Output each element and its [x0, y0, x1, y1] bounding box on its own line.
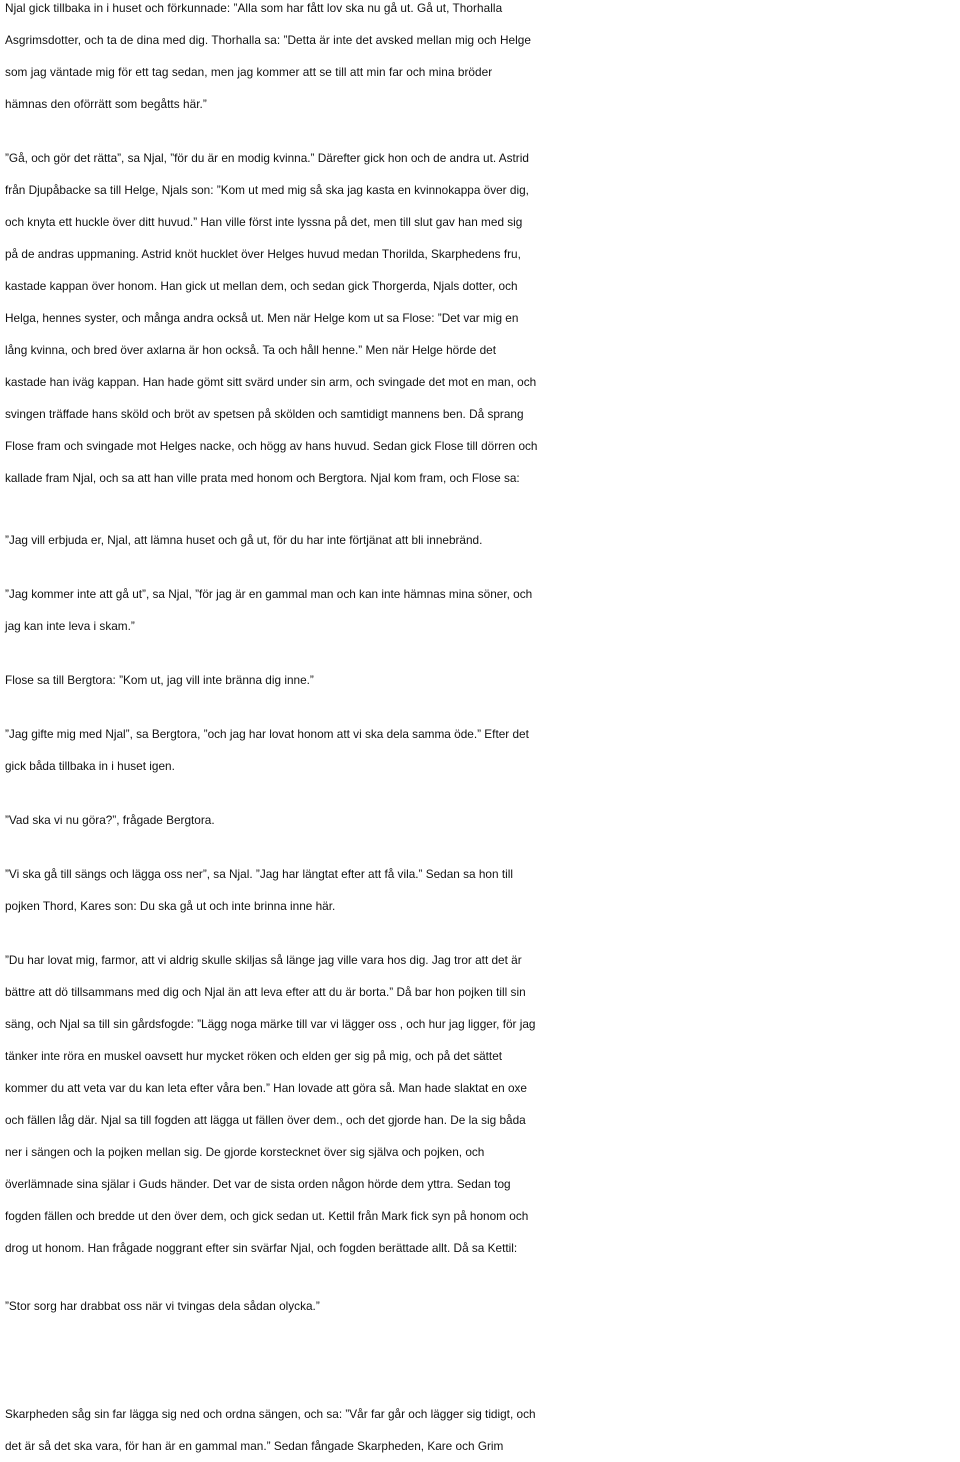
text-line: ”Jag vill erbjuda er, Njal, att lämna huset och gå ut, för du har inte förtjänat att bli innebränd. [5, 533, 483, 547]
text-line: säng, och Njal sa till sin gårdsfogde: ”Lägg noga märke till var vi lägger oss , och hur jag ligger, för jag [5, 1017, 536, 1031]
text-line: kastade kappan över honom. Han gick ut mellan dem, och sedan gick Thorgerda, Njals dotter, och [5, 279, 518, 293]
text-line: bättre att dö tillsammans med dig och Njal än att leva efter att du är borta.” Då bar hon pojken till sin [5, 985, 526, 999]
text-line: pojken Thord, Kares son: Du ska gå ut och inte brinna inne här. [5, 899, 336, 913]
text-line: kastade han iväg kappan. Han hade gömt sitt svärd under sin arm, och svingade det mot en man, och [5, 375, 537, 389]
text-line: Flose sa till Bergtora: ”Kom ut, jag vill inte bränna dig inne.” [5, 673, 314, 687]
text-line: från Djupåbacke sa till Helge, Njals son: ”Kom ut med mig så ska jag kasta en kvinnokappa över dig, [5, 183, 529, 197]
text-line: ”Jag gifte mig med Njal”, sa Bergtora, ”och jag har lovat honom att vi ska dela samma öde.” Efter det [5, 727, 529, 741]
paragraph-5 [5, 664, 957, 696]
paragraph-3 [5, 524, 957, 556]
paragraph-10 [5, 1290, 957, 1322]
text-line: ”Vi ska gå till sängs och lägga oss ner”, sa Njal. ”Jag har längtat efter att få vila.” Sedan sa hon till [5, 867, 513, 881]
text-line: ”Du har lovat mig, farmor, att vi aldrig skulle skiljas så länge jag ville vara hos dig. Jag tror att det är [5, 953, 522, 967]
text-line: det är så det ska vara, för han är en gammal man.” Sedan fångade Skarpheden, Kare och Grim [5, 1439, 504, 1453]
paragraph-9 [5, 944, 957, 1264]
text-line: jag kan inte leva i skam.” [5, 619, 135, 633]
text-line: fogden fällen och bredde ut den över dem, och gick sedan ut. Kettil från Mark fick syn på honom och [5, 1209, 529, 1223]
text-line: drog ut honom. Han frågade noggrant efter sin svärfar Njal, och fogden berättade allt. Då sa Kettil: [5, 1241, 518, 1255]
paragraph-4 [5, 578, 957, 642]
text-line: kallade fram Njal, och sa att han ville prata med honom och Bergtora. Njal kom fram, och Flose sa: [5, 471, 520, 485]
text-line: och knyta ett huckle över ditt huvud.” Han ville först inte lyssna på det, men till slut gav han med sig [5, 215, 523, 229]
text-line: Njal gick tillbaka in i huset och förkunnade: ”Alla som har fått lov ska nu gå ut. Gå ut, Thorhalla [5, 1, 503, 15]
text-line: Skarpheden såg sin far lägga sig ned och ordna sängen, och sa: ”Vår far går och lägger sig tidigt, och [5, 1407, 536, 1421]
text-line: Asgrimsdotter, och ta de dina med dig. Thorhalla sa: ”Detta är inte det avsked mellan mig och Helge [5, 33, 532, 47]
paragraph-8 [5, 858, 957, 922]
text-line: gick båda tillbaka in i huset igen. [5, 759, 175, 773]
text-line: som jag väntade mig för ett tag sedan, men jag kommer att se till att min far och mina bröder [5, 65, 493, 79]
text-line: kommer du att veta var du kan leta efter våra ben.” Han lovade att göra så. Man hade slaktat en oxe [5, 1081, 527, 1095]
text-line: Helga, hennes syster, och många andra också ut. Men när Helge kom ut sa Flose: ”Det var mig en [5, 311, 519, 325]
paragraph-2 [5, 142, 957, 494]
text-line: ”Vad ska vi nu göra?”, frågade Bergtora. [5, 813, 215, 827]
text-line: ner i sängen och la pojken mellan sig. De gjorde korstecknet över sig själva och pojken, och [5, 1145, 485, 1159]
text-line: lång kvinna, och bred över axlarna är hon också. Ta och håll henne.” Men när Helge hörde det [5, 343, 496, 357]
text-line: hämnas den oförrätt som begåtts här.” [5, 97, 207, 111]
text-line: tänker inte röra en muskel oavsett hur mycket röken och elden ger sig på mig, och på det sättet [5, 1049, 503, 1063]
text-line: på de andras uppmaning. Astrid knöt hucklet över Helges huvud medan Thorilda, Skarphedens fru, [5, 247, 521, 261]
paragraph-7 [5, 804, 957, 836]
text-line: Flose fram och svingade mot Helges nacke, och högg av hans huvud. Sedan gick Flose till dörren och [5, 439, 538, 453]
paragraph-6 [5, 718, 957, 782]
paragraph-1 [5, 0, 957, 120]
paragraph-11 [5, 1398, 957, 1462]
text-line: och fällen låg där. Njal sa till fogden att lägga ut fällen över dem., och det gjorde han. De la sig båda [5, 1113, 526, 1127]
text-line: ”Stor sorg har drabbat oss när vi tvingas dela sådan olycka.” [5, 1299, 320, 1313]
text-line: svingen träffade hans sköld och bröt av spetsen på skölden och samtidigt mannens ben. Då sprang [5, 407, 524, 421]
text-line: överlämnade sina själar i Guds händer. Det var de sista orden någon hörde dem yttra. Sedan tog [5, 1177, 511, 1191]
text-line: ”Jag kommer inte att gå ut”, sa Njal, ”för jag är en gammal man och kan inte hämnas mina söner, och [5, 587, 533, 601]
text-line: ”Gå, och gör det rätta”, sa Njal, ”för du är en modig kvinna.” Därefter gick hon och de andra ut. Astrid [5, 151, 529, 165]
